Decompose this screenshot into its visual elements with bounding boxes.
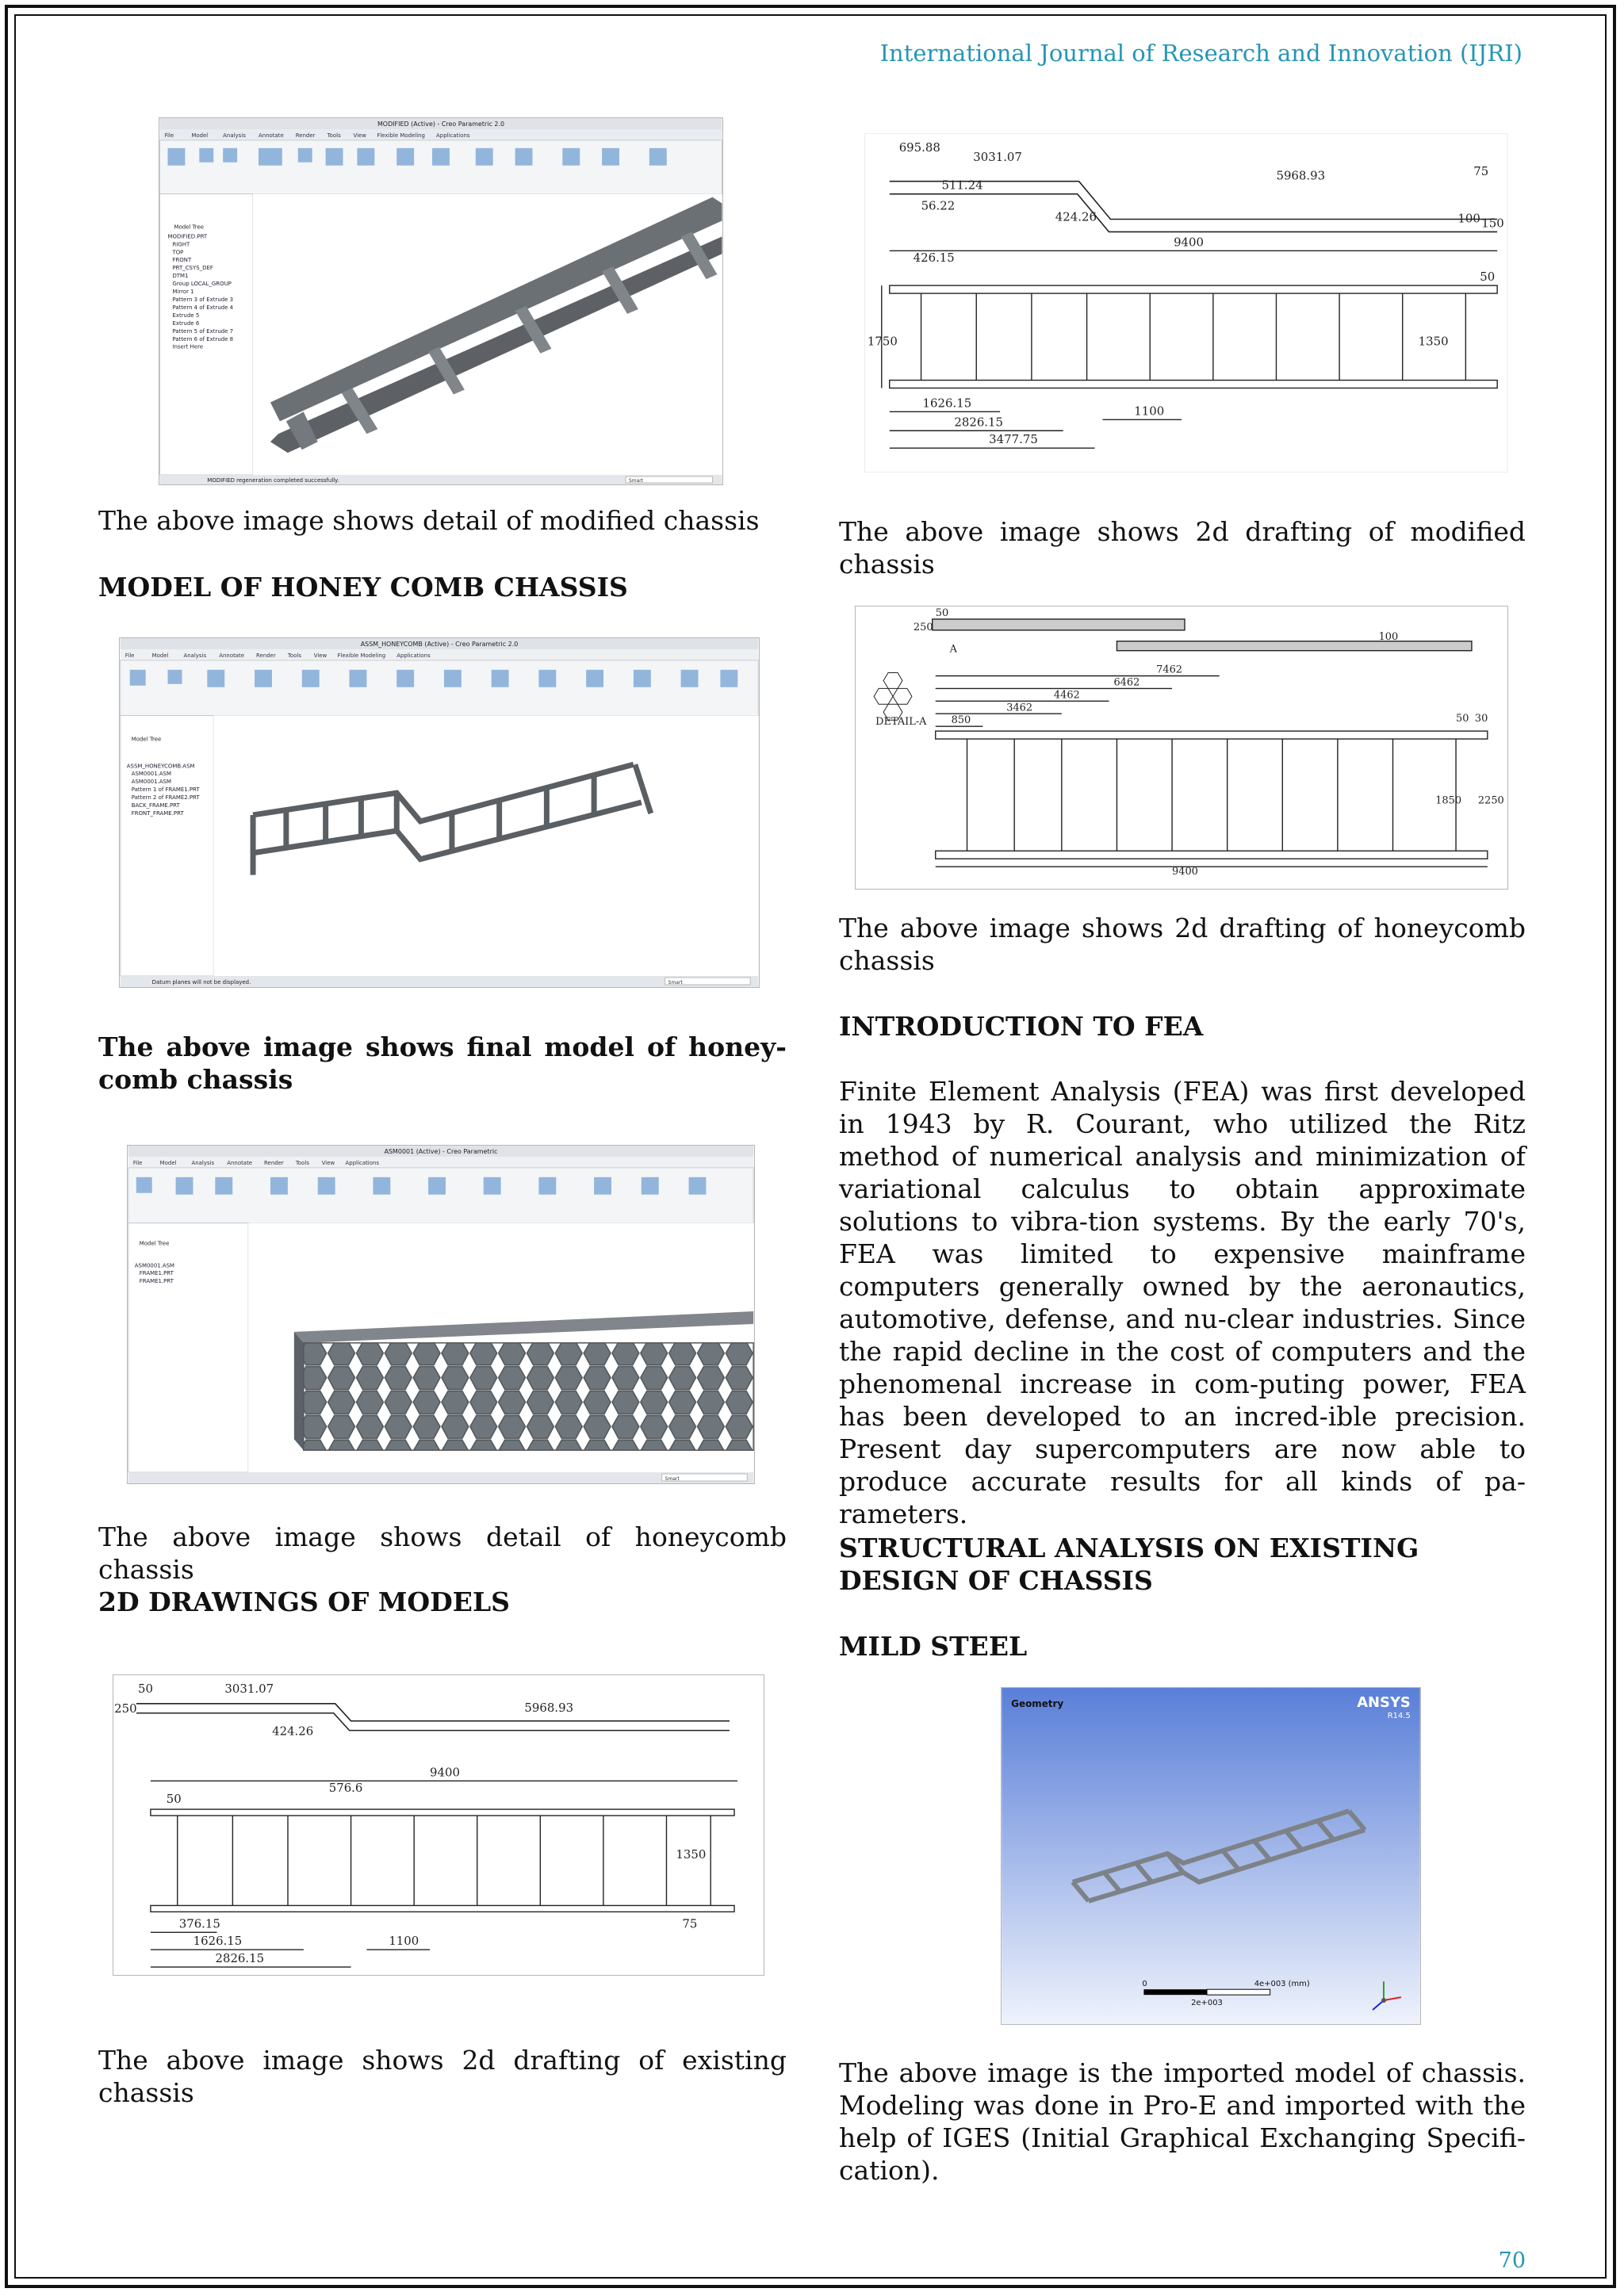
dim-text: 3462	[1006, 702, 1033, 714]
drawing-existing-chassis	[113, 1675, 764, 1975]
dim-text: 424.26	[1055, 209, 1097, 224]
dim-text: 50	[1480, 270, 1496, 285]
cad2-title: ASSM_HONEYCOMB (Active) - Creo Parametric 2.0	[360, 640, 519, 648]
cad1-tab[interactable]: Model	[191, 132, 209, 139]
cad2-tree-item[interactable]: FRONT_FRAME.PRT	[131, 809, 184, 817]
cad1-tab[interactable]: Applications	[436, 132, 470, 139]
dim-text: 1350	[1418, 334, 1449, 349]
drawing-modified-chassis	[865, 134, 1507, 472]
cad2-tree-item[interactable]: BACK_FRAME.PRT	[131, 802, 180, 809]
cad2-status: Datum planes will not be displayed.	[151, 979, 251, 986]
dim-text: 1626.15	[922, 396, 972, 411]
detail-label: DETAIL-A	[875, 716, 927, 729]
dim-text: 75	[1473, 163, 1489, 178]
cad2-tab[interactable]: Tools	[287, 652, 302, 659]
caption-modified-chassis: The above image shows detail of modified chassis	[98, 505, 760, 536]
dim-text: 1750	[867, 334, 898, 349]
cad1-tree-item[interactable]: Insert Here	[172, 343, 204, 350]
dim-text: 850	[951, 714, 971, 727]
dim-text: 424.26	[272, 1724, 314, 1739]
cad1-tree-item[interactable]: MODIFIED.PRT	[167, 233, 208, 240]
cad1-tab[interactable]: Annotate	[258, 132, 284, 139]
dim-text: 376.15	[178, 1916, 220, 1931]
svg-text:0: 0	[1142, 1980, 1147, 1989]
cad2-tab[interactable]: File	[124, 652, 135, 659]
cad2-tab[interactable]: Flexible Modeling	[337, 652, 386, 659]
cad1-tab[interactable]: File	[164, 132, 174, 139]
cad1-tree-item[interactable]: Extrude 5	[172, 312, 200, 319]
cad3-tab[interactable]: Tools	[295, 1159, 310, 1166]
cad-screenshot-honeycomb-final	[120, 638, 759, 987]
caption-drawing-existing: The above image shows 2d drafting of existing chassis	[98, 2045, 787, 2108]
heading-intro-fea: INTRODUCTION TO FEA	[839, 1011, 1204, 1042]
cad2-tree-item[interactable]: ASM0001.ASM	[131, 771, 172, 778]
cad1-tree-item[interactable]: Pattern 6 of Extrude 8	[172, 335, 234, 342]
cad2-tab[interactable]: Annotate	[219, 652, 245, 659]
cad2-tree-item[interactable]: ASSM_HONEYCOMB.ASM	[126, 763, 195, 770]
dim-text: 7462	[1156, 664, 1183, 676]
figure-drawing-modified	[864, 133, 1508, 473]
dim-text: 50	[1456, 713, 1469, 725]
dim-text: 1626.15	[193, 1934, 243, 1949]
caption-drawing-honeycomb: The above image shows 2d drafting of honeycomb chassis	[839, 913, 1526, 976]
cad2-tab[interactable]: View	[313, 652, 327, 659]
journal-header: International Journal of Research and Innovation (IJRI)	[879, 40, 1522, 67]
cad3-tab[interactable]: Analysis	[191, 1159, 215, 1166]
dim-text: 2826.15	[215, 1951, 265, 1966]
dim-text: 511.24	[941, 178, 983, 193]
dim-text: 1850	[1435, 794, 1462, 807]
cad1-tab[interactable]: Tools	[327, 132, 341, 139]
drawing-honeycomb-chassis	[856, 607, 1507, 889]
cad3-tab[interactable]: File	[132, 1159, 143, 1166]
dim-text: 1100	[389, 1934, 419, 1949]
cad1-tree-item[interactable]: PRT_CSYS_DEF	[172, 265, 213, 272]
cad2-tab[interactable]: Model	[151, 652, 169, 659]
dim-text: 6462	[1113, 676, 1140, 689]
ansys-geometry-label: Geometry	[1011, 1697, 1064, 1709]
paragraph-imported-model: The above image is the imported model of chassis. Modeling was done in Pro-E and imported with the help of IGES (Initial Graphical Exchanging Specifi-cation).	[839, 2057, 1526, 2186]
cad3-tab[interactable]: Annotate	[227, 1159, 253, 1166]
dim-text: 56.22	[921, 198, 956, 213]
cad1-tree-item[interactable]: RIGHT	[172, 241, 190, 248]
svg-text:Smart: Smart	[665, 1476, 680, 1483]
cad1-tab[interactable]: View	[353, 132, 366, 139]
cad1-title: MODIFIED (Active) - Creo Parametric 2.0	[377, 120, 505, 128]
heading-structural-analysis: STRUCTURAL ANALYSIS ON EXISTING DESIGN OF CHASSIS	[839, 1533, 1419, 1596]
figure-drawing-honeycomb	[855, 606, 1508, 890]
cad1-tree-item[interactable]: Pattern 3 of Extrude 3	[172, 297, 234, 304]
dim-text: 250	[913, 621, 933, 633]
heading-honeycomb-model: MODEL OF HONEY COMB CHASSIS	[98, 572, 628, 603]
svg-text:Smart: Smart	[628, 478, 644, 484]
dim-text: 3031.07	[973, 149, 1022, 164]
cad3-tab[interactable]: Applications	[345, 1159, 380, 1166]
figure-honeycomb-detail-cad	[127, 1145, 755, 1484]
figure-ansys-geometry	[1001, 1687, 1421, 2025]
heading-2d-drawings: 2D DRAWINGS OF MODELS	[98, 1586, 510, 1617]
dim-text: 50	[166, 1792, 182, 1807]
cad-screenshot-modified	[159, 118, 722, 484]
ansys-logo: ANSYS	[1357, 1693, 1411, 1711]
cad-screenshot-honeycomb-detail	[128, 1146, 754, 1483]
cad1-tree-item[interactable]: Extrude 6	[172, 320, 200, 327]
dim-text: 2826.15	[954, 415, 1004, 430]
dim-text: 576.6	[328, 1781, 363, 1796]
cad1-tree-item[interactable]: Pattern 4 of Extrude 4	[172, 304, 234, 311]
cad1-tab[interactable]: Flexible Modeling	[377, 132, 425, 139]
cad2-tree-title: Model Tree	[131, 736, 162, 743]
dim-text: 50	[935, 607, 949, 619]
dim-text: 30	[1474, 713, 1488, 725]
dim-text: 50	[138, 1681, 153, 1696]
dim-text: 3477.75	[989, 432, 1038, 447]
dim-text: 250	[114, 1701, 137, 1716]
dim-text: 4462	[1053, 689, 1080, 702]
dim-text: 695.88	[898, 140, 940, 155]
cad1-tree-item[interactable]: DTM1	[172, 273, 189, 280]
cad1-tree-item[interactable]: TOP	[172, 249, 184, 256]
svg-text:4e+003 (mm): 4e+003 (mm)	[1254, 1980, 1310, 1989]
cad1-tree-item[interactable]: Pattern 5 of Extrude 7	[172, 327, 234, 335]
dim-text: 426.15	[913, 251, 955, 266]
cad2-tree-item[interactable]: Pattern 1 of FRAME1.PRT	[131, 786, 200, 794]
figure-drawing-existing	[113, 1674, 764, 1976]
cad1-tree-title: Model Tree	[174, 224, 205, 231]
dim-text: 100	[1457, 211, 1480, 226]
dim-text: 9400	[430, 1765, 460, 1780]
dim-text: 9400	[1174, 235, 1205, 250]
ansys-geometry-view	[1002, 1688, 1420, 2024]
detail-marker: A	[949, 643, 957, 656]
cad1-tab[interactable]: Render	[295, 132, 316, 139]
dim-text: 5968.93	[1276, 168, 1326, 183]
dim-text: 3031.07	[224, 1681, 274, 1696]
cad2-tab[interactable]: Render	[256, 652, 276, 659]
cad3-tab[interactable]: Model	[159, 1159, 177, 1166]
svg-text:2e+003: 2e+003	[1191, 1999, 1223, 2008]
cad2-tree-item[interactable]: ASM0001.ASM	[131, 779, 172, 786]
cad3-title: ASM0001 (Active) - Creo Parametric	[384, 1147, 498, 1155]
cad3-tree-item[interactable]: FRAME1.PRT	[139, 1278, 174, 1285]
cad3-tree-title: Model Tree	[139, 1240, 170, 1247]
svg-text:Smart: Smart	[668, 980, 683, 986]
ansys-version: R14.5	[1387, 1711, 1411, 1720]
figure-honeycomb-final-cad	[119, 637, 760, 988]
dim-text: 75	[682, 1916, 698, 1931]
cad2-tab[interactable]: Applications	[396, 652, 431, 659]
page-number: 70	[1498, 2248, 1526, 2273]
cad1-tree-item[interactable]: Mirror 1	[172, 289, 194, 296]
cad2-tree-item[interactable]: Pattern 2 of FRAME2.PRT	[131, 794, 200, 802]
cad1-tab[interactable]: Analysis	[223, 132, 246, 139]
dim-text: 1350	[676, 1846, 707, 1862]
dim-text: 9400	[1172, 866, 1198, 878]
dim-text: 150	[1481, 216, 1504, 231]
caption-drawing-modified: The above image shows 2d drafting of modified chassis	[839, 516, 1526, 580]
dim-text: 100	[1378, 630, 1399, 643]
caption-honeycomb-final: The above image shows final model of honey-comb chassis	[98, 1031, 787, 1095]
heading-mild-steel: MILD STEEL	[839, 1631, 1028, 1662]
figure-modified-chassis-cad	[159, 117, 723, 485]
cad3-tab[interactable]: Render	[264, 1159, 284, 1166]
dim-text: 5968.93	[524, 1700, 574, 1715]
cad2-tab[interactable]: Analysis	[183, 652, 207, 659]
dim-text: 2250	[1477, 794, 1504, 807]
cad3-tab[interactable]: View	[321, 1159, 335, 1166]
cad1-status: MODIFIED regeneration completed successfully.	[207, 477, 339, 484]
paragraph-fea-intro: Finite Element Analysis (FEA) was first developed in 1943 by R. Courant, who utilized the Ritz method of numerical analysis and minimization of variational calculus to obtain approximate solutions to vibra-tion systems. By the early 70's, FEA was limited to expensive mainframe computers generally owned by the aeronautics, automotive, defense, and nu-clear industries. Since the rapid decline in the cost of computers and the phenomenal increase in com-puting power, FEA has been developed to an incred-ible precision. Present day supercomputers are now able to produce accurate results for all kinds of pa-rameters.	[839, 1076, 1526, 1529]
cad1-tree-item[interactable]: Group LOCAL_GROUP	[172, 281, 232, 288]
caption-honeycomb-detail: The above image shows detail of honeycomb chassis	[98, 1521, 787, 1585]
cad3-tree-item[interactable]: FRAME1.PRT	[139, 1270, 174, 1277]
dim-text: 1100	[1134, 404, 1165, 419]
cad1-tree-item[interactable]: FRONT	[172, 257, 192, 264]
cad3-tree-item[interactable]: ASM0001.ASM	[134, 1262, 175, 1269]
